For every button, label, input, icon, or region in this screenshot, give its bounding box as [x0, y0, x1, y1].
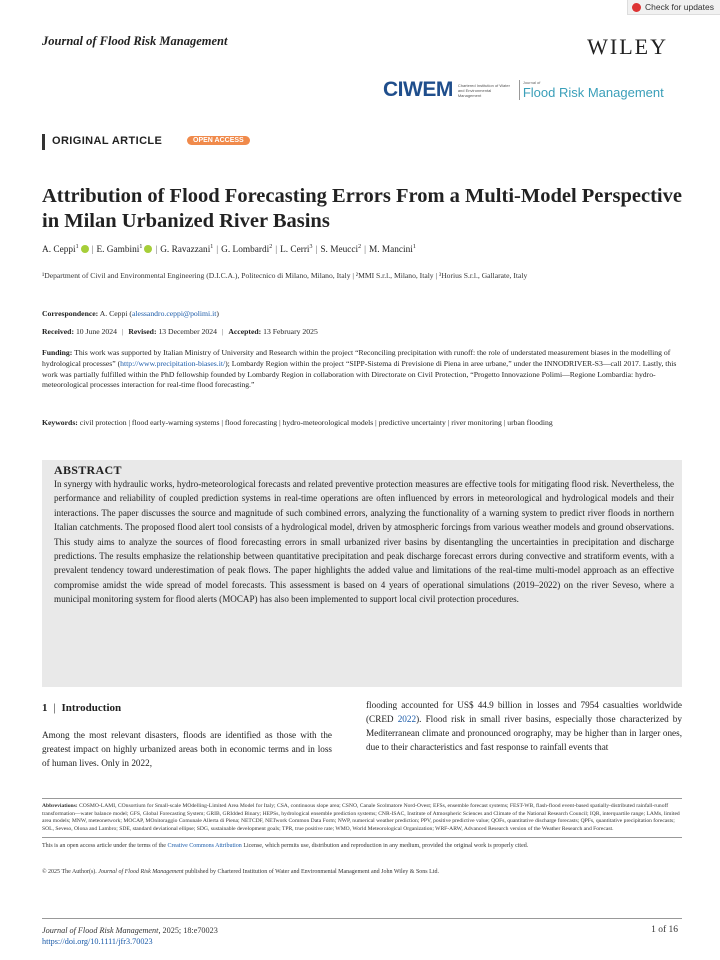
license-text-2: License, which permits use, distribution and reproduction in any medium, provided the original work is properly cited.: [241, 843, 529, 849]
author-name[interactable]: G. Lombardi: [221, 245, 270, 256]
abstract-heading: ABSTRACT: [54, 463, 122, 477]
author-separator: |: [216, 245, 219, 256]
check-for-updates-badge[interactable]: [627, 0, 720, 15]
correspondence-name: A. Ceppi (: [99, 309, 132, 318]
ciwem-logo: [383, 78, 664, 102]
page-number: 1 of 16: [651, 925, 678, 935]
ciwem-journal: [519, 80, 664, 100]
citation-journal: Journal of Flood Risk Management: [42, 926, 159, 935]
author-name[interactable]: M. Mancini: [368, 245, 413, 256]
author-affiliation-number: 1: [412, 244, 416, 250]
author-name[interactable]: S. Meucci: [320, 245, 359, 256]
abbreviations-label: Abbreviations:: [42, 803, 78, 809]
funding-text-1: This work was supported by Italian Ministry of University and Research within the project “Reconciling precipitation with runoff: the role of understated measurement biases in the modelling of hydrological processes” (: [42, 348, 671, 368]
copyright-text-2: published by Chartered Institution of Water and Environmental Management and John Wiley & Sons Ltd.: [183, 869, 439, 875]
keywords-label: Keywords:: [42, 418, 78, 427]
citation-volume: , 2025; 18:e70023: [158, 926, 218, 935]
received-date: 10 June 2024: [75, 327, 117, 336]
revised-date: 13 December 2024: [158, 327, 217, 336]
author-separator: |: [275, 245, 278, 256]
author-separator: |: [315, 245, 318, 256]
received-label: Received:: [42, 327, 75, 336]
author-name[interactable]: L. Cerri: [280, 245, 310, 256]
footnote-divider: [42, 798, 682, 799]
section-number: 1: [42, 702, 48, 714]
funding-text-2: ); Lombardy Region within the project “SIPP-Sistema di Previsione di Piena in aree urbane,” under the INNODRIVER-S3—call 2017. Lastly, this work was partially fulfilled within the PhD fellowship founded by Lombardy Region in collaboration with Directorate on Civil Protection, “Progetto Innovazione Polimi—Regione Lombardia: hydro-meteorological processes interaction for real-time flood forecasting.”: [42, 358, 677, 390]
author-separator: |: [91, 245, 94, 256]
author-affiliation-number: 1: [210, 244, 214, 250]
article-type-marker: [42, 134, 45, 150]
copyright-journal: Journal of Flood Risk Management: [98, 869, 184, 875]
accepted-date: 13 February 2025: [263, 327, 318, 336]
author-affiliation-number: 2: [269, 244, 273, 250]
article-dates: Received: 10 June 2024 | Revised: 13 December 2024 | Accepted: 13 February 2025: [42, 327, 318, 336]
ciwem-journal-top: Journal of: [522, 80, 541, 85]
author-list: [42, 244, 416, 255]
keywords: [42, 418, 682, 429]
affiliations: ¹Department of Civil and Environmental Engineering (D.I.C.A.), Politecnico di Milano, Milano, Italy | ²MMI S.r.l., Milano, Italy | ³Horius S.r.l., Gallarate, Italy: [42, 271, 528, 280]
article-type: ORIGINAL ARTICLE: [52, 135, 163, 147]
funding-label: Funding:: [42, 348, 73, 357]
doi-link[interactable]: https://doi.org/10.1111/jfr3.70023: [42, 937, 153, 946]
license-divider: [42, 837, 682, 838]
author-affiliation-number: 1: [139, 244, 143, 250]
correspondence-close: ): [216, 309, 219, 318]
abbreviations-text: COSMO-LAMI, COnsortium for Small-scale MOdelling-Limited Area Model for Italy; CSA, continuous slope area; CSNO, Canale Scolmatore Nord-Ovest; EFSs, ensemble forecast systems; FEST-WB, flash-flood event-based spatially-distributed rainfall-runoff transformation—water balance model; GFS, Global Forecasting System; GRIB, GRIdded Binary; HEPSs, hydrological ensemble prediction systems; CNR-ISAC, Institute of Atmospheric Sciences and Climate of the National Research Council; IQR, interquartile range; LAMs, limited area models; MNW, meteonetwork; MOCAP, MOnitoraggio Comunale Allerta di Piena; NETCDF, NETwork Common Data Form; NWP, numerical weather prediction; PPV, positive predictive value; QOFs, quantitative discharge forecasts; QPFs, quantitative precipitation forecasts; SOL, Seveso, Olona and Lambro; SDE, standard deviational ellipse; SDG, sustainable development goals; TPR, true positive rate; WMO, World Meteorological Organization; WRF-ARW, Advanced Research version of the Weather Research and Forecast.: [42, 803, 680, 832]
copyright-text-1: © 2025 The Author(s).: [42, 869, 99, 875]
author-name[interactable]: E. Gambini: [96, 245, 140, 256]
license-statement: [42, 842, 682, 851]
license-link[interactable]: Creative Commons Attribution: [167, 843, 242, 849]
author-affiliation-number: 2: [358, 244, 362, 250]
author-affiliation-number: 3: [309, 244, 313, 250]
article-title: Attribution of Flood Forecasting Errors From a Multi-Model Perspective in Milan Urbanized River Basins: [42, 185, 682, 232]
author-separator: |: [364, 245, 366, 256]
section-separator: |: [53, 702, 56, 714]
check-for-updates-icon: [632, 3, 641, 12]
ciwem-wordmark: CIWEM: [383, 78, 453, 101]
author-name[interactable]: A. Ceppi: [42, 245, 76, 256]
abstract-text: In synergy with hydraulic works, hydro-meteorological forecasts and related preventive protection measures are effective tools for mitigating flood risk. Nevertheless, the performance and reliability of coupled prediction systems in real-time operations are often influenced by errors in meteorological and hydrological models and their interactions. The paper discusses the source and magnitude of such combined errors, analyzing the functionality of a warning system to predict river floods in northern Italian catchments. The proposed flood alert tool consists of a hydrological model, driven by atmospheric forcings from various weather models and ground observations. This study aims to analyze the sources of flood forecasting errors in small urbanized river basins by disentangling the uncertainties in precipitation and discharge predictions. The results emphasize the relationship between quantitative precipitation and peak discharge forecast errors during convective and stratiform events, with a prevalent tendency toward underestimation of peak flows. The paper highlights the added value and limitations of the real-time multi-model approach as an effective compromise amidst the wide spread of model forecasts. This assessment is based on 4 years of operational simulations (2019–2022) on the river Seveso, where a municipal monitoring system for flood alerts (MOCAP) has also been implemented to support local civil protection procedures.: [54, 479, 674, 605]
publisher-logo: WILEY: [587, 34, 668, 59]
page-footer-divider: [42, 918, 682, 919]
orcid-icon[interactable]: [81, 245, 89, 253]
author-separator: |: [155, 245, 158, 256]
intro-left-column: Among the most relevant disasters, floods are identified as those with the greatest impact on highly urbanized areas both in economic terms and in loss of human lives. Only in 2022,: [42, 730, 332, 768]
ciwem-journal-name: Flood Risk Management: [522, 85, 664, 100]
citation-block: [42, 925, 218, 947]
correspondence-label: Correspondence:: [42, 309, 99, 318]
correspondence: [42, 309, 682, 320]
open-access-badge: OPEN ACCESS: [187, 136, 250, 145]
abbreviations: [42, 803, 682, 833]
license-text-1: This is an open access article under the terms of the: [42, 843, 168, 849]
section-heading-introduction: [42, 702, 121, 714]
citation-link-cred[interactable]: 2022: [397, 714, 417, 724]
section-title: Introduction: [61, 702, 122, 714]
intro-right-column: [366, 698, 682, 754]
funding-project-link[interactable]: http://www.precipitation-biases.it/: [120, 358, 226, 368]
ciwem-org-line: Chartered Institution of Water and Environmental Management: [457, 82, 510, 98]
correspondence-email-link[interactable]: alessandro.ceppi@polimi.it: [131, 309, 217, 318]
journal-name: Journal of Flood Risk Management: [42, 34, 228, 48]
keywords-list: civil protection | flood early-warning systems | flood forecasting | hydro-meteorological models | predictive uncertainty | river monitoring | urban flooding: [77, 418, 553, 427]
funding-statement: [42, 348, 682, 391]
accepted-label: Accepted:: [228, 327, 262, 336]
check-for-updates-label: Check for updates: [645, 2, 714, 12]
intro-right-text-1: flooding accounted for US$ 44.9 billion in losses and 7954 casualties worldwide (CRED: [366, 700, 682, 724]
author-affiliation-number: 1: [75, 244, 79, 250]
intro-right-text-2: ). Flood risk in small river basins, especially those characterized by Mediterranean climate and pronounced orography, may be higher than in larger ones, due to their characteristics and fast response to rainfall events that: [366, 714, 682, 752]
revised-label: Revised:: [128, 327, 157, 336]
author-name[interactable]: G. Ravazzani: [160, 245, 211, 256]
copyright-statement: [42, 868, 682, 877]
